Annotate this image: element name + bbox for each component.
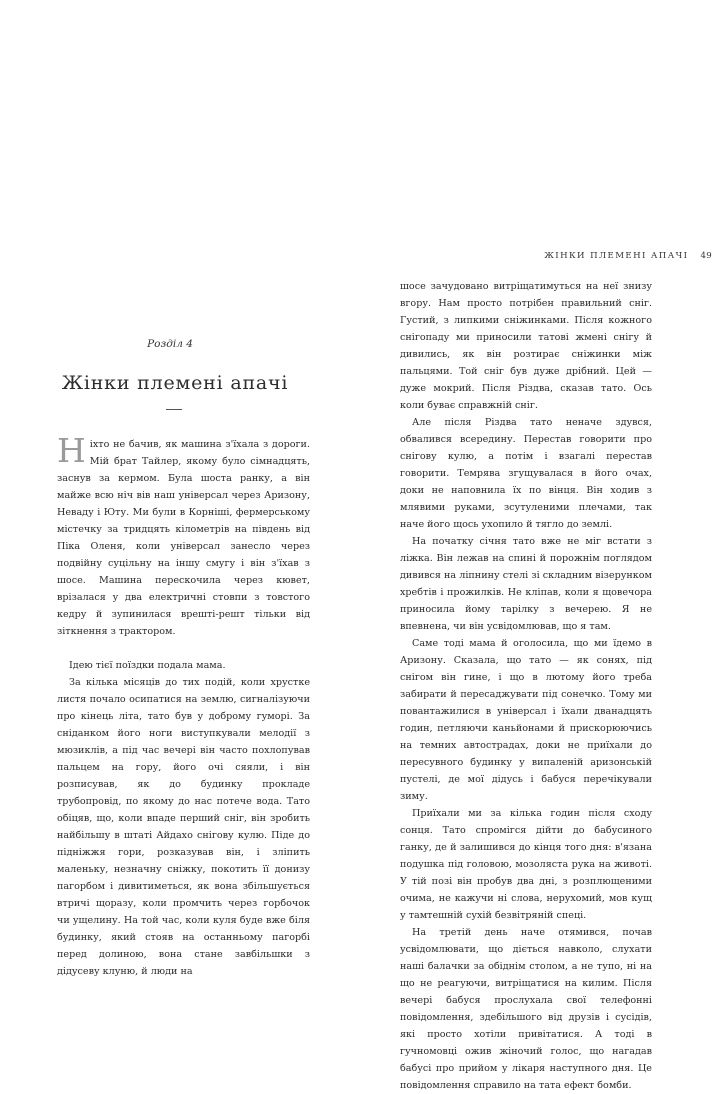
paragraph: Ідею тієї поїздки подала мама. bbox=[69, 660, 226, 671]
left-body-text bbox=[57, 431, 310, 980]
page-number: 49 bbox=[700, 251, 712, 261]
opening-paragraph-text: іхто не бачив, як машина з'їхала з дороги. Мій брат Тайлер, якому було сімнадцять, заснув за кермом. Була шоста ранку, а він майже всю ніч вів наш універсал через Аризону, Неваду і Юту. Ми були в Корніші, фермерському містечку за тридцять кілометрів на південь від Піка Оленя, коли універсал занесло через подвійну суцільну на іншу смугу і він з'їхав з шосе. Машина перескочила через кювет, врізалася у два електричні стовпи з товстого кедру й зупинилася врешті-решт тільки від зіткнення з трактором. bbox=[57, 439, 310, 637]
right-body-text bbox=[400, 278, 652, 1094]
running-head-title: ЖІНКИ ПЛЕМЕНІ АПАЧІ bbox=[544, 251, 689, 261]
chapter-label: Розділ 4 bbox=[147, 338, 193, 350]
paragraph: Але після Різдва тато неначе здувся, обвалився всередину. Перестав говорити про снігову кулю, а потім і взагалі перестав говорити. Темрява згущувалася в його очах, доки не наповнила їх по вінця. Він ходив з млявими руками, зсутуленими плечами, так наче його щось ухопило й тягло до землі. bbox=[400, 417, 652, 530]
left-page bbox=[0, 0, 360, 1000]
paragraph: За кілька місяців до тих подій, коли хрустке листя почало осипатися на землю, сигналізуючи про кінець літа, тато був у доброму гуморі. За сніданком його ноги виступкували мелодії з мюзиклів, а під час вечері він часто похлопував пальцем на гору, його очі сяяли, і він розписував, як до будинку прокладе трубопровід, по якому до нас потече вода. Тато обіцяв, що, коли впаде перший сніг, він зробить найбільшу в штаті Айдахо снігову кулю. Піде до підніжжя гори, розказував він, і зліпить маленьку, незначну сніжку, покотить її донизу пагорбом і дивитиметься, як вона збільшується втричі щоразу, коли промчить через горбочок чи ущелину. На той час, коли куля буде вже біля будинку, який стояв на останньому пагорбі перед долиною, вона стане завбільшки з дідусеву клуню, й люди на bbox=[57, 677, 310, 977]
continuation-paragraph: шосе зачудовано витріщатимуться на неї знизу вгору. Нам просто потрібен правильний сніг. Густий, з липкими сніжинками. Після кожного снігопаду ми приносили татові жмені снігу й дивились, як він розтирає сніжинки між пальцями. Той сніг був дуже дрібний. Цей — дуже мокрий. Після Різдва, сказав тато. Ось коли буває справжній сніг. bbox=[400, 281, 652, 411]
opening-paragraph bbox=[57, 431, 310, 640]
chapter-title: Жінки племені апачі bbox=[61, 372, 289, 394]
title-divider bbox=[166, 409, 182, 410]
running-header bbox=[390, 251, 712, 261]
paragraph: На початку січня тато вже не міг встати з ліжка. Він лежав на спині й порожнім поглядом дивився на ліпнину стелі зі складним візерунком хребтів і прожилків. Не кліпав, коли я щовечора приносила йому тарілку з вечерею. Я не впевнена, чи він усвідомлював, що я там. bbox=[400, 536, 652, 632]
paragraph: На третій день наче отямився, почав усвідомлювати, що діється навколо, слухати наші балачки за обіднім столом, а не тупо, ні на що не реагуючи, витріщатися на килим. Після вечері бабуся прослухала свої телефонні повідомлення, здебільшого від друзів і сусідів, які просто хотіли привітатися. А тоді в гучномовці ожив жіночий голос, що нагадав бабусі про прийом у лікаря наступного дня. Це повідомлення справило на тата ефект бомби. bbox=[400, 927, 652, 1091]
paragraph: Приїхали ми за кілька годин після сходу сонця. Тато спромігся дійти до бабусиного ганку, де й залишився до кінця того дня: в'язана подушка під головою, мозоляста рука на животі. У тій позі він пробув два дні, з розплющеними очима, не кажучи ні слова, нерухомий, мов кущ у тамтешній сухій безвітряній спеці. bbox=[400, 808, 652, 921]
right-page bbox=[360, 0, 720, 1091]
paragraph: Саме тоді мама й оголосила, що ми їдемо в Аризону. Сказала, що тато — як сонях, під снігом він гине, і що в лютому його треба забирати й пересаджувати під сонечко. Тому ми повантажилися в універсал і їхали дванадцять годин, петляючи каньйонами й прискорюючись на темних автострадах, доки не приїхали до пересувного будинку у випаленій аризонській пустелі, де мої дідусь і бабуся перечікували зиму. bbox=[400, 638, 652, 802]
drop-cap: Н bbox=[57, 431, 86, 470]
